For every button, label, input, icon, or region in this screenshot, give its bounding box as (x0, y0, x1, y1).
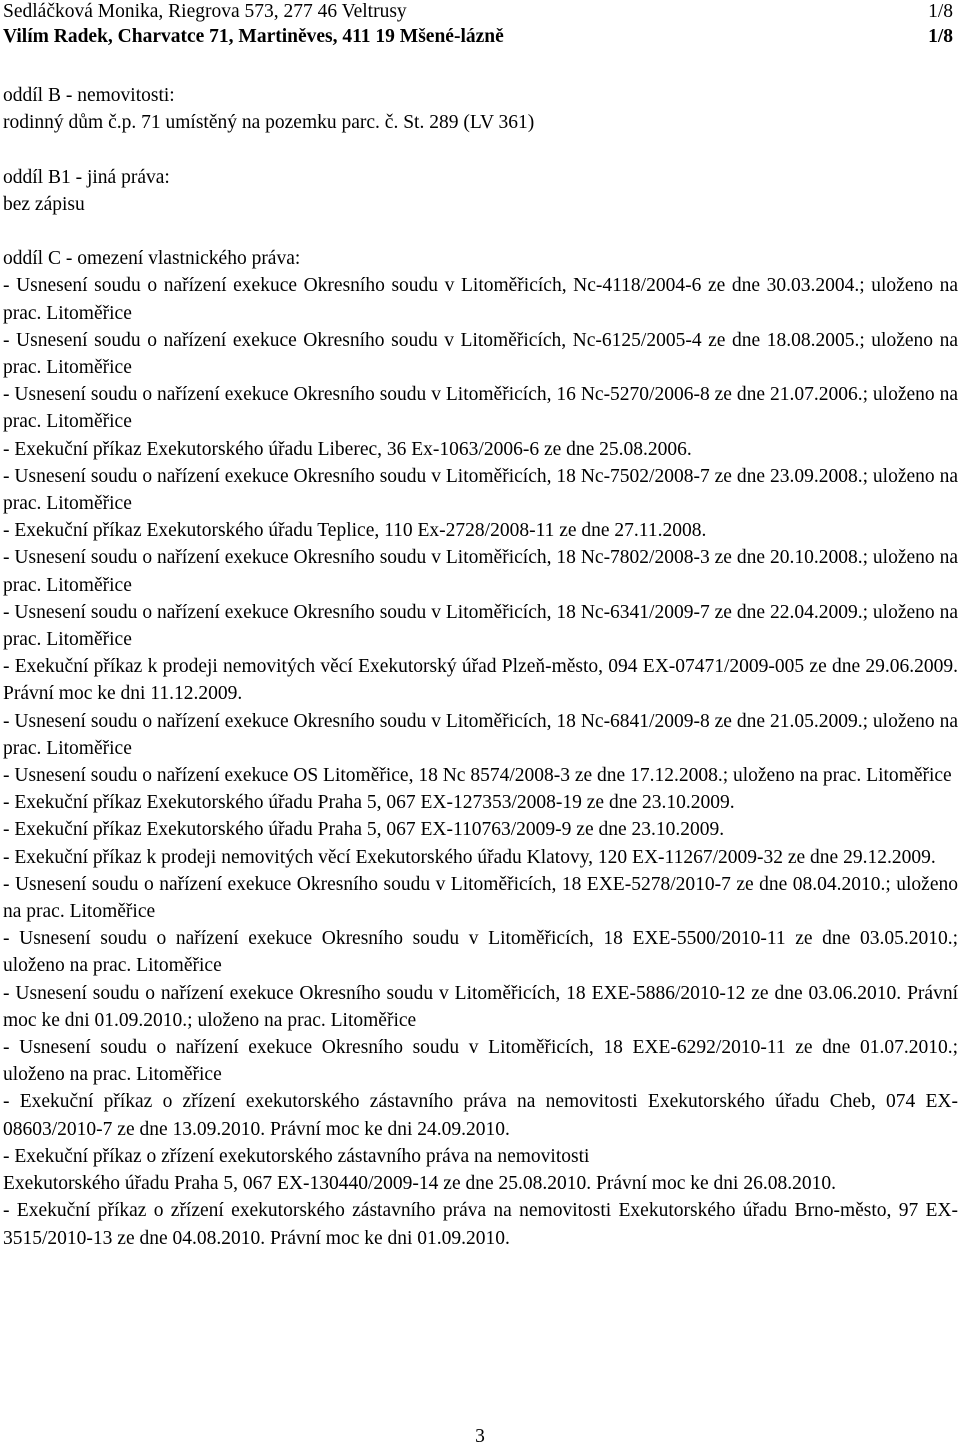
owner-share: 1/8 (928, 26, 953, 47)
restriction-entry: - Exekuční příkaz Exekutorského úřadu Praha 5, 067 EX-110763/2009-9 ze dne 23.10.2009. (3, 819, 725, 841)
restriction-entry: - Exekuční příkaz Exekutorského úřadu Praha 5, 067 EX-127353/2008-19 ze dne 23.10.2009. (3, 792, 735, 814)
restriction-entry: - Exekuční příkaz o zřízení exekutorského zástavního práva na nemovitosti (3, 1145, 590, 1167)
restriction-entry: - Exekuční příkaz k prodeji nemovitých věcí Exekutorského úřadu Klatovy, 120 EX-11267/2009-32 ze dne 29.12.2009. (3, 846, 936, 868)
restriction-entry: - Exekuční příkaz o zřízení exekutorského zástavního práva na nemovitosti Exekutorského úřadu Cheb, 074 EX-08603/2010-7 ze dne 13.09.2010. Právní moc ke dni 24.09.2010. (3, 1091, 958, 1140)
restriction-entry: - Usnesení soudu o nařízení exekuce Okresního soudu v Litoměřicích, 18 EXE-5886/2010-12 ze dne 03.06.2010. Právní moc ke dni 01.09.2010.; uloženo na prac. Litoměřice (3, 982, 958, 1031)
section-b1-heading: oddíl B1 - jiná práva: (3, 166, 170, 188)
restriction-entry: - Usnesení soudu o nařízení exekuce Okresního soudu v Litoměřicích, 18 Nc-7502/2008-7 ze dne 23.09.2008.; uloženo na prac. Litoměřice (3, 465, 958, 515)
restriction-entry: - Exekuční příkaz k prodeji nemovitých věcí Exekutorský úřad Plzeň-město, 094 EX-07471/2009-005 ze dne 29.06.2009. Právní moc ke dni 11.12.2009. (3, 656, 958, 705)
restriction-entry: - Usnesení soudu o nařízení exekuce Okresního soudu v Litoměřicích, 18 Nc-6341/2009-7 ze dne 22.04.2009.; uloženo na prac. Litoměřice (3, 601, 958, 651)
page-number: 3 (475, 1426, 485, 1447)
restriction-entry: - Exekuční příkaz Exekutorského úřadu Teplice, 110 Ex-2728/2008-11 ze dne 27.11.2008. (3, 520, 707, 542)
owner-name: Sedláčková Monika, Riegrova 573, 277 46 Veltrusy (3, 1, 407, 22)
restriction-entry: - Usnesení soudu o nařízení exekuce Okresního soudu v Litoměřicích, 18 Nc-7802/2008-3 ze dne 20.10.2008.; uloženo na prac. Litoměřice (3, 547, 958, 596)
restriction-entry: - Usnesení soudu o nařízení exekuce Okresního soudu v Litoměřicích, Nc-4118/2004-6 ze dne 30.03.2004.; uloženo na prac. Litoměřice (3, 275, 958, 324)
document-body (3, 82, 958, 1252)
section-b1-text: bez zápisu (3, 193, 85, 215)
restriction-entry: - Usnesení soudu o nařízení exekuce Okresního soudu v Litoměřicích, Nc-6125/2005-4 ze dne 18.08.2005.; uloženo na prac. Litoměřice (3, 329, 958, 378)
restriction-entry: Exekutorského úřadu Praha 5, 067 EX-130440/2009-14 ze dne 25.08.2010. Právní moc ke dni 26.08.2010. (3, 1173, 836, 1195)
section-c-heading: oddíl C - omezení vlastnického práva: (3, 248, 301, 270)
restriction-entry: - Usnesení soudu o nařízení exekuce Okresního soudu v Litoměřicích, 18 EXE-5500/2010-11 ze dne 03.05.2010.; uloženo na prac. Litoměřice (3, 928, 958, 977)
restriction-entry: - Usnesení soudu o nařízení exekuce Okresního soudu v Litoměřicích, 18 EXE-5278/2010-7 ze dne 08.04.2010.; uloženo na prac. Litoměřice (3, 873, 958, 923)
owner-share: 1/8 (928, 1, 953, 22)
restriction-entry: - Usnesení soudu o nařízení exekuce Okresního soudu v Litoměřicích, 18 EXE-6292/2010-11 ze dne 01.07.2010.; uloženo na prac. Litoměřice (3, 1037, 958, 1086)
restriction-entry: - Exekuční příkaz Exekutorského úřadu Liberec, 36 Ex-1063/2006-6 ze dne 25.08.2006. (3, 438, 692, 460)
restriction-entry: - Usnesení soudu o nařízení exekuce Okresního soudu v Litoměřicích, 16 Nc-5270/2006-8 ze dne 21.07.2006.; uloženo na prac. Litoměřice (3, 384, 958, 433)
restriction-entry: - Usnesení soudu o nařízení exekuce OS Litoměřice, 18 Nc 8574/2008-3 ze dne 17.12.2008.; uloženo na prac. Litoměřice (3, 765, 952, 787)
restriction-entry: - Usnesení soudu o nařízení exekuce Okresního soudu v Litoměřicích, 18 Nc-6841/2009-8 ze dne 21.05.2009.; uloženo na prac. Litoměřice (3, 710, 958, 759)
restriction-entry: - Exekuční příkaz o zřízení exekutorského zástavního práva na nemovitosti Exekutorského úřadu Brno-město, 97 EX-3515/2010-13 ze dne 04.08.2010. Právní moc ke dni 01.09.2010. (3, 1200, 958, 1249)
section-b-text: rodinný dům č.p. 71 umístěný na pozemku parc. č. St. 289 (LV 361) (3, 112, 535, 134)
section-b-heading: oddíl B - nemovitosti: (3, 85, 175, 106)
owner-name: Vilím Radek, Charvatce 71, Martiněves, 411 19 Mšené-lázně (3, 26, 504, 47)
